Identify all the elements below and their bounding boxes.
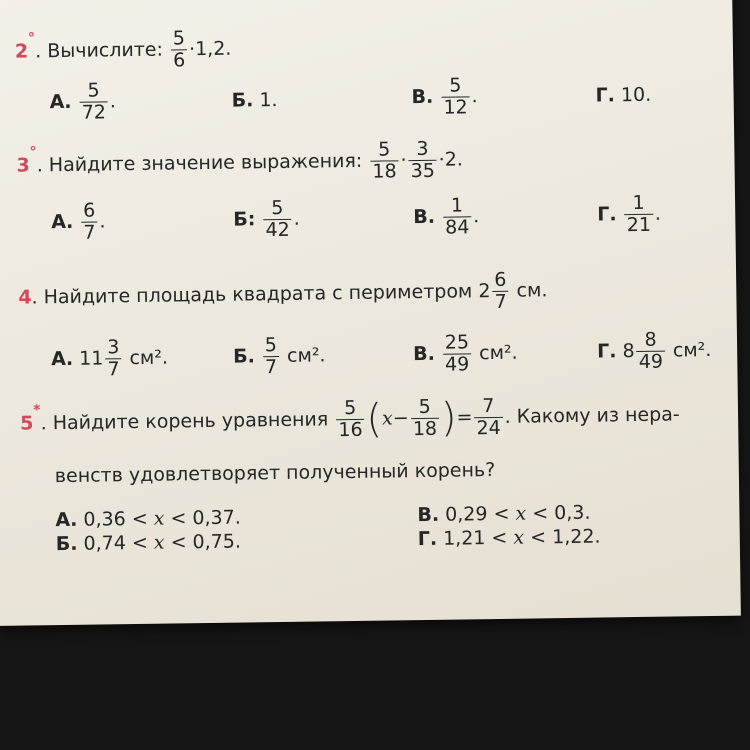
fraction: $\frac{5}{6}$ [172, 27, 186, 72]
question-text: . Найдите площадь квадрата с периметром [31, 280, 473, 309]
problem-number: 4 [18, 286, 32, 309]
problem-number: 2 [14, 40, 29, 63]
option-b: Б. 1. [231, 88, 278, 112]
problem-5-question: 5*. Найдите корень уравнения $\frac{5}{16}$ (x− $\frac{5}{18}$ )= $\frac{7}{24}$ . Какому из нера- [19, 394, 680, 443]
option-g: Г. 10. [595, 83, 652, 107]
option-v: В. $\frac{25}{49}$ см². [413, 331, 518, 376]
option-v: В. 0,29 < x < 0,3. [417, 501, 591, 527]
option-b: Б. $\frac{5}{7}$ см². [233, 334, 326, 379]
problem-3-question: 3°. Найдите значение выражения: $\frac{5}{18}$ · $\frac{3}{35}$ ·2. [16, 137, 464, 183]
difficulty-mark: ° [27, 30, 36, 47]
difficulty-mark: ° [29, 144, 37, 161]
question-text: . Вычислите: [34, 38, 164, 63]
question-text: . Найдите корень уравнения [40, 408, 329, 435]
option-b: Б: $\frac{5}{42}$ . [233, 196, 300, 242]
option-a: А. $\frac{5}{72}$ . [49, 79, 116, 124]
option-g: Г. 8 $\frac{8}{49}$ см². [597, 328, 712, 373]
option-a: А. 11 $\frac{3}{7}$ см². [51, 336, 169, 381]
problem-5-question-line2: венств удовлетворяет полученный корень? [54, 458, 496, 488]
option-a: А. 0,36 < x < 0,37. [55, 506, 241, 532]
problem-4-question: 4. Найдите площадь квадрата с периметром 2 $\frac{6}{7}$ см. [18, 268, 548, 313]
question-text: . Найдите значение выражения: [36, 149, 363, 177]
difficulty-mark: * [33, 402, 41, 419]
option-v: В. $\frac{5}{12}$ . [411, 74, 478, 119]
option-a: А. $\frac{6}{7}$ . [51, 199, 106, 244]
problem-number: 3 [16, 154, 30, 177]
problem-2-question: 2°. Вычислите: $\frac{5}{6}$ ·1,2. [14, 27, 232, 72]
option-b: Б. 0,74 < x < 0,75. [55, 530, 242, 556]
option-g: Г. 1,21 < x < 1,22. [417, 525, 601, 551]
option-g: Г. $\frac{1}{21}$ . [597, 191, 662, 237]
problem-number: 5 [19, 412, 34, 435]
option-v: В. $\frac{1}{84}$ . [413, 194, 480, 239]
